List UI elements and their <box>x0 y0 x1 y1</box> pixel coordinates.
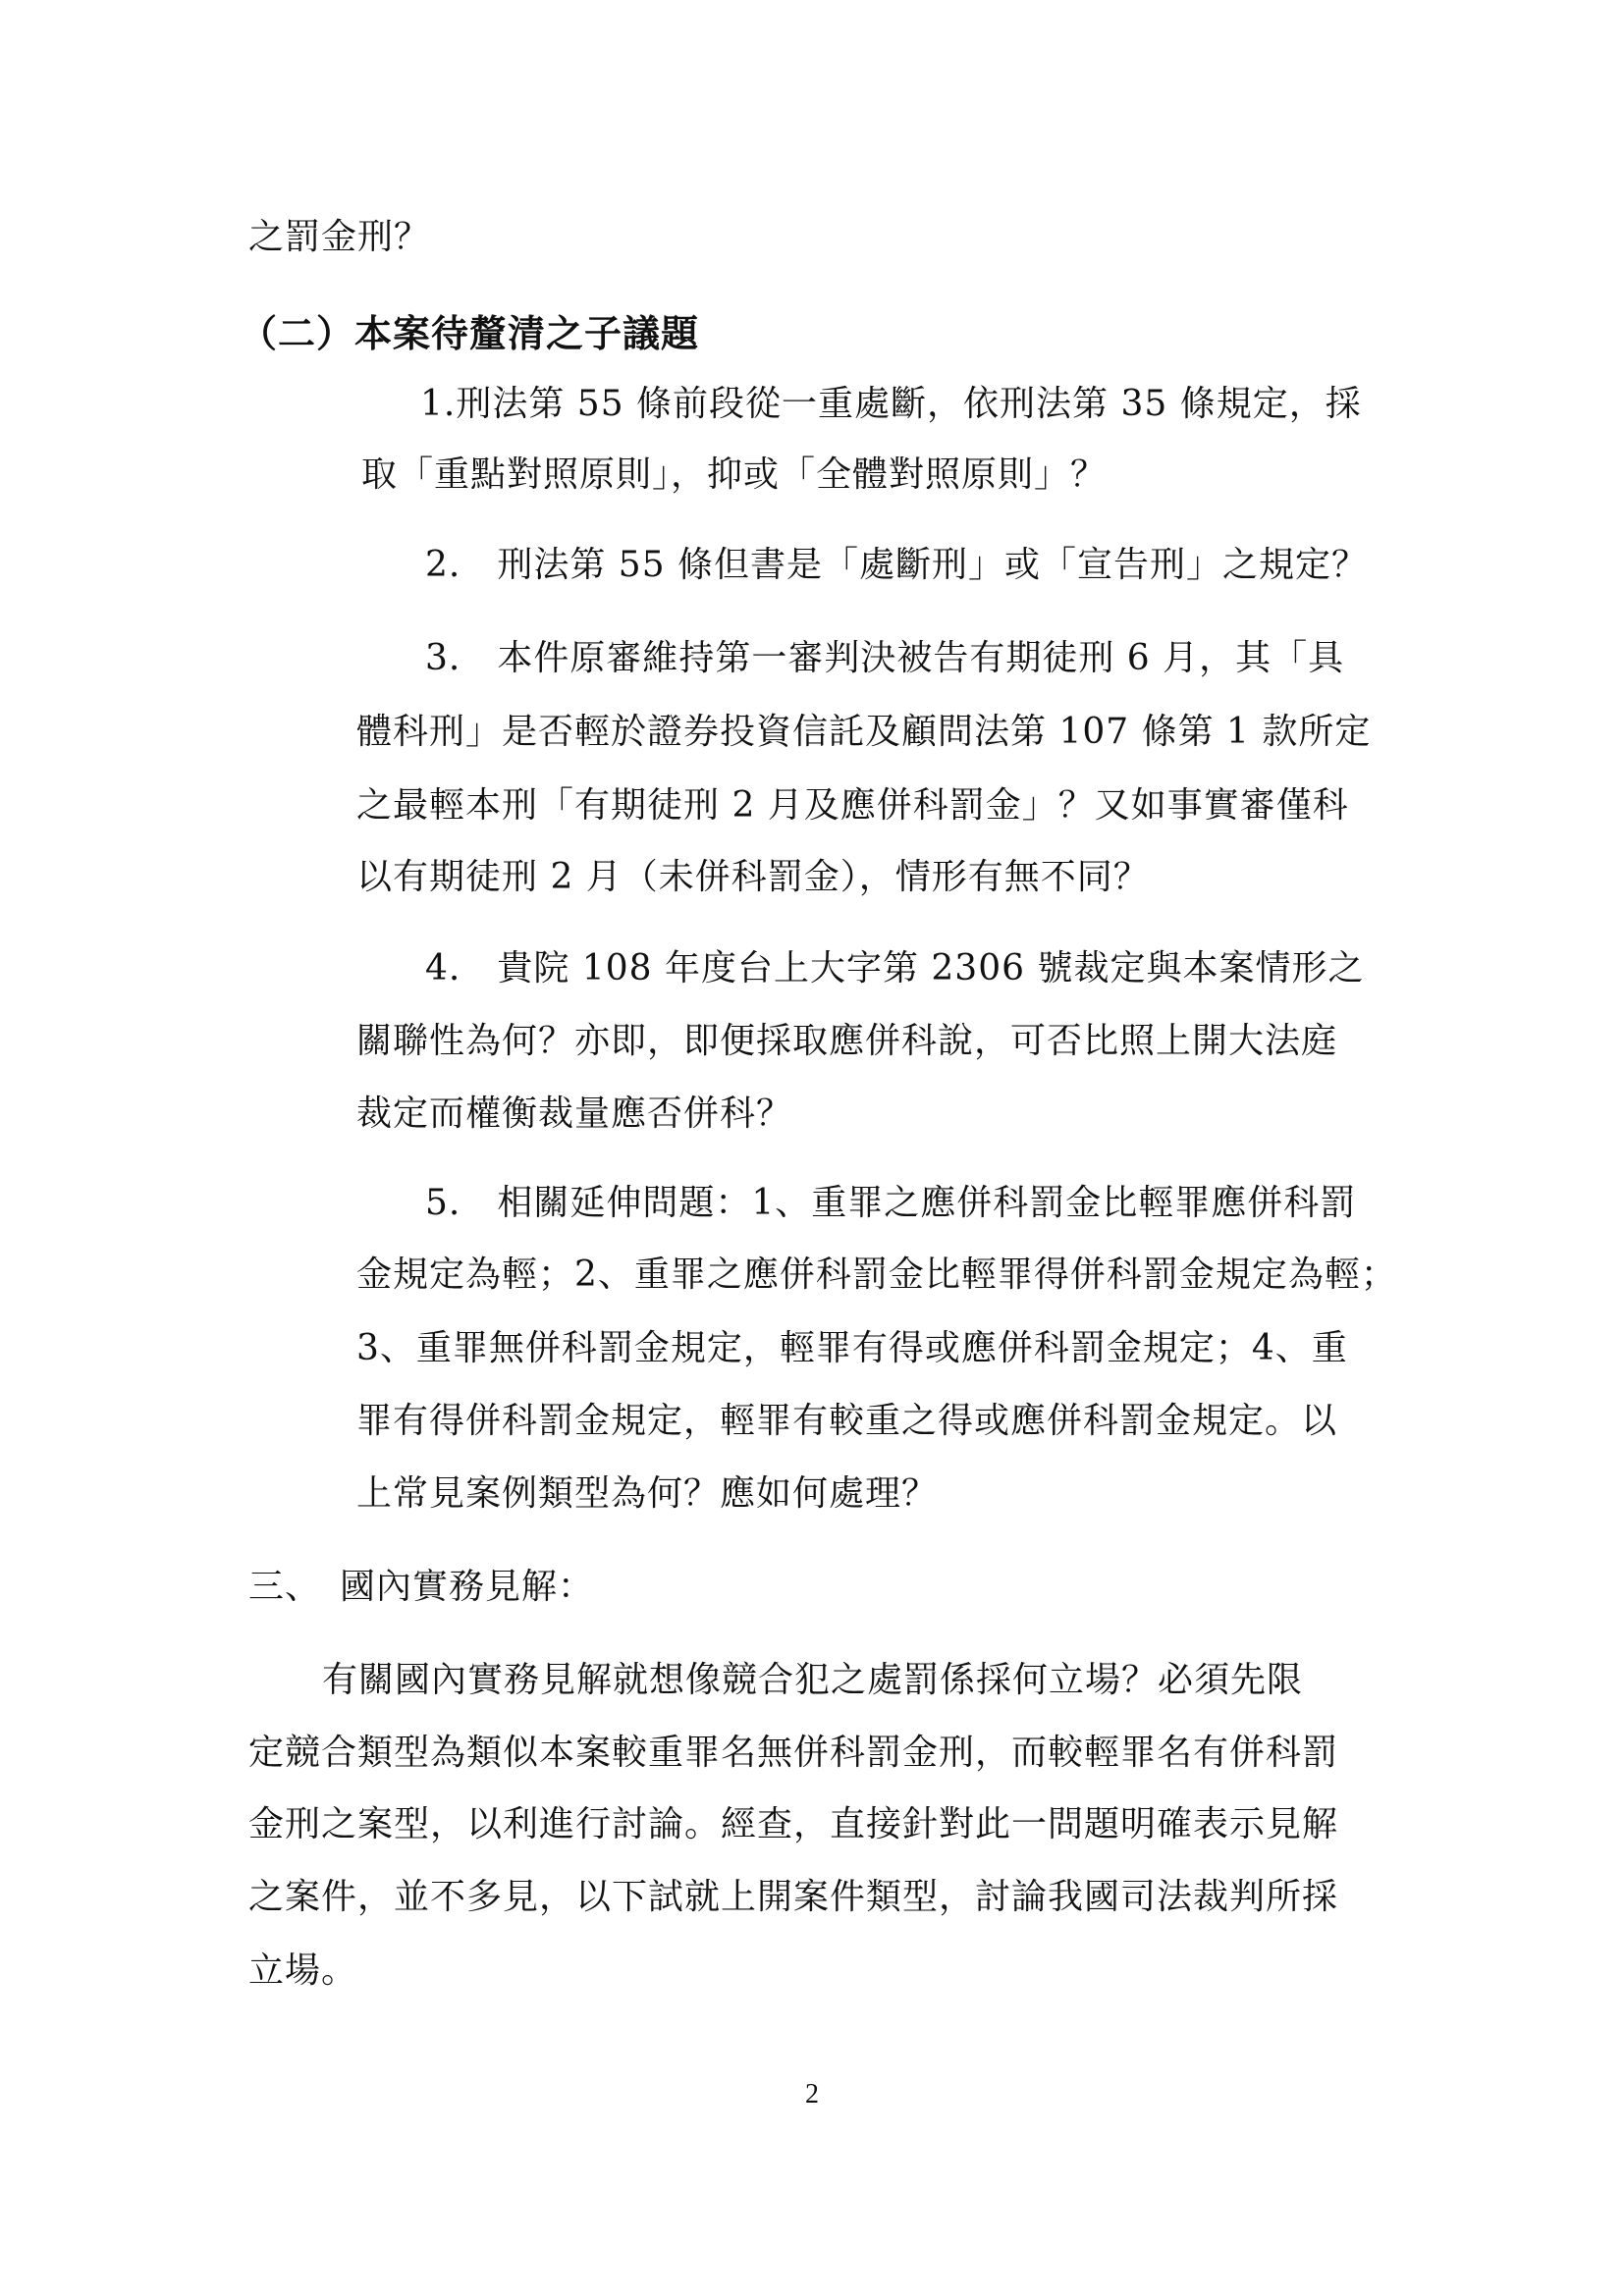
item5-line2: 金規定為輕；2、重罪之應併科罰金比輕罪得併科罰金規定為輕； <box>356 1255 1397 1295</box>
item5-line3: 3、重罪無併科罰金規定，輕罪有得或應併科罰金規定；4、重 <box>356 1328 1348 1368</box>
item1-line2: 取「重點對照原則」，抑或「全體對照原則」？ <box>361 454 1108 495</box>
item4-line2: 關聯性為何？亦即，即便採取應併科說，可否比照上開大法庭 <box>356 1021 1338 1061</box>
item2-line1: 2. 刑法第 55 條但書是「處斷刑」或「宣告刑」之規定？ <box>425 545 1369 585</box>
item3-line3: 之最輕本刑「有期徒刑 2 月及應併科罰金」？又如事實審僅科 <box>356 785 1349 826</box>
page-number: 2 <box>805 2079 819 2109</box>
item4-line1: 4. 貴院 108 年度台上大字第 2306 號裁定與本案情形之 <box>425 948 1365 988</box>
item1-line1: 1.刑法第 55 條前段從一重處斷，依刑法第 35 條規定，採 <box>420 384 1362 424</box>
intro-line: 之罰金刑？ <box>248 217 431 257</box>
item3-line4: 以有期徒刑 2 月（未併科罰金），情形有無不同？ <box>356 857 1150 897</box>
item3-line2: 體科刑」是否輕於證券投資信託及顧問法第 107 條第 1 款所定 <box>356 712 1372 752</box>
section-3-para-line4: 之案件，並不多見，以下試就上開案件類型，討論我國司法裁判所採 <box>248 1877 1339 1917</box>
item3-line1: 3. 本件原審維持第一審判決被告有期徒刑 6 月，其「具 <box>425 638 1345 678</box>
section-2-heading: （二）本案待釐清之子議題 <box>240 311 700 355</box>
section-3-para-line2: 定競合類型為類似本案較重罪名無併科罰金刑，而較輕罪名有併科罰 <box>248 1733 1339 1773</box>
section-3-heading: 三、 國內實務見解： <box>248 1567 595 1607</box>
section-3-para-line3: 金刑之案型，以利進行討論。經查，直接針對此一問題明確表示見解 <box>248 1804 1339 1844</box>
item4-line3: 裁定而權衡裁量應否併科？ <box>356 1094 793 1134</box>
item5-line1: 5. 相關延伸問題：1、重罪之應併科罰金比輕罪應併科罰 <box>425 1183 1357 1223</box>
section-3-para-line5: 立場。 <box>248 1950 358 1991</box>
section-3-para-line1: 有關國內實務見解就想像競合犯之處罰係採何立場？必須先限 <box>322 1660 1304 1700</box>
item5-line4: 罪有得併科罰金規定，輕罪有較重之得或應併科罰金規定。以 <box>356 1401 1338 1441</box>
item5-line5: 上常見案例類型為何？應如何處理？ <box>356 1473 939 1514</box>
